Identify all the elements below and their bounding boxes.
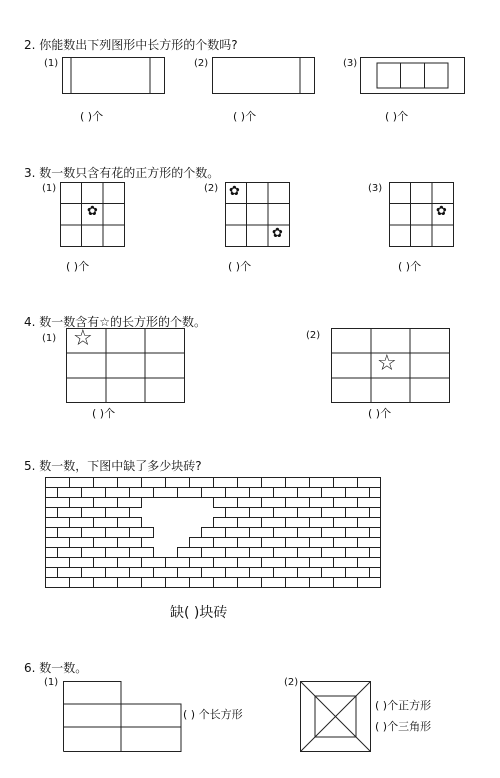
brick [310,518,334,528]
brick [286,538,310,548]
brick [118,578,142,588]
brick [154,488,178,498]
brick [82,548,106,558]
brick [334,538,358,548]
brick [46,578,70,588]
brick [274,548,298,558]
q6-answer-2b[interactable]: ( )个三角形 [375,720,432,733]
brick [262,518,286,528]
brick [106,568,130,578]
brick [214,558,238,568]
q6-figure-1 [63,681,183,753]
q3-label-1: (1) [42,183,57,194]
brick [214,578,238,588]
q2-label-2: (2) [194,58,209,69]
brick [274,568,298,578]
brick [262,538,286,548]
brick [286,578,310,588]
flower-icon: ✿ [272,226,283,241]
brick [82,508,106,518]
brick [358,578,381,588]
brick [358,538,381,548]
brick [178,548,202,558]
brick [274,488,298,498]
q4-label-1: (1) [42,333,57,344]
brick [214,518,238,528]
flower-icon: ✿ [436,204,447,219]
brick [58,488,82,498]
brick [166,578,190,588]
brick [130,488,154,498]
q6-figure-2 [300,681,372,753]
brick [202,528,226,538]
q6-answer-2a[interactable]: ( )个正方形 [375,699,432,712]
q3-label-2: (2) [204,183,219,194]
brick [238,478,262,488]
brick [166,558,190,568]
brick [94,578,118,588]
brick [58,568,82,578]
brick [370,568,381,578]
q2-label-1: (1) [44,58,59,69]
question-2-title: 2. 你能数出下列图形中长方形的个数吗? [24,38,238,52]
brick [106,548,130,558]
brick [82,488,106,498]
brick [334,558,358,568]
brick [358,518,381,528]
question-3-title: 3. 数一数只含有花的正方形的个数。 [24,166,220,180]
brick [298,508,322,518]
brick [346,528,370,538]
brick [46,538,70,548]
brick [46,508,58,518]
brick [322,548,346,558]
brick [250,488,274,498]
brick [106,528,130,538]
brick [142,578,166,588]
brick [298,528,322,538]
brick [262,558,286,568]
brick [298,548,322,558]
q6-answer-1[interactable]: ( ) 个长方形 [183,708,243,721]
brick [118,538,142,548]
brick [190,538,214,548]
brick [346,508,370,518]
q3-answer-2[interactable]: ( )个 [228,260,252,273]
brick [46,478,70,488]
brick [370,548,381,558]
brick [334,578,358,588]
brick [70,498,94,508]
brick [298,568,322,578]
brick [202,568,226,578]
q2-figure-2 [212,57,316,95]
brick [286,518,310,528]
question-4-title: 4. 数一数含有☆的长方形的个数。 [24,315,207,329]
q3-answer-1[interactable]: ( )个 [66,260,90,273]
brick [106,488,130,498]
brick [46,518,70,528]
brick [286,478,310,488]
brick [58,508,82,518]
brick [46,488,58,498]
brick [58,548,82,558]
brick [238,578,262,588]
brick [154,568,178,578]
brick [238,538,262,548]
brick [310,538,334,548]
brick [214,478,238,488]
q2-answer-3[interactable]: ( )个 [385,110,409,123]
brick [334,478,358,488]
brick [250,508,274,518]
brick [310,478,334,488]
brick [226,528,250,538]
star-icon: ☆ [377,351,397,376]
brick [190,478,214,488]
brick [226,548,250,558]
brick [334,518,358,528]
brick [262,478,286,488]
q2-figure-3 [360,57,466,95]
brick [226,508,250,518]
brick [358,478,381,488]
brick [130,568,154,578]
brick [166,478,190,488]
brick [142,558,166,568]
brick [238,558,262,568]
brick [106,508,130,518]
brick [46,568,58,578]
brick [70,558,94,568]
flower-icon: ✿ [87,204,98,219]
brick [130,528,154,538]
q2-answer-2[interactable]: ( )个 [233,110,257,123]
question-6-title: 6. 数一数。 [24,661,88,675]
q4-answer-1[interactable]: ( )个 [92,407,116,420]
brick [274,508,298,518]
brick [202,548,226,558]
brick [358,558,381,568]
brick [94,498,118,508]
brick [94,518,118,528]
brick [370,528,381,538]
brick [310,558,334,568]
q6-label-1: (1) [44,677,59,688]
brick [82,528,106,538]
brick [346,568,370,578]
brick [322,488,346,498]
brick [94,558,118,568]
brick [118,518,142,528]
brick [94,478,118,488]
brick [46,498,70,508]
q2-answer-1[interactable]: ( )个 [80,110,104,123]
brick [82,568,106,578]
brick [118,558,142,568]
brick [46,548,58,558]
brick [262,578,286,588]
brick [310,578,334,588]
brick [178,568,202,578]
flower-icon: ✿ [229,184,240,199]
q3-label-3: (3) [368,183,383,194]
brick [118,498,142,508]
brick [190,558,214,568]
brick [214,538,238,548]
brick [130,548,154,558]
brick [46,528,58,538]
q2-figure-1 [62,57,166,95]
brick [190,578,214,588]
q6-label-2: (2) [284,677,299,688]
brick [70,538,94,548]
brick [58,528,82,538]
brick [238,498,262,508]
brick [370,488,381,498]
brick [262,498,286,508]
brick [250,548,274,558]
brick [118,478,142,488]
brick [310,498,334,508]
brick [334,498,358,508]
q4-label-2: (2) [306,330,321,341]
brick [70,518,94,528]
brick [250,568,274,578]
brick [286,498,310,508]
brick [94,538,118,548]
brick [370,508,381,518]
brick [178,488,202,498]
brick [70,478,94,488]
brick [322,508,346,518]
brick [322,568,346,578]
q4-answer-2[interactable]: ( )个 [368,407,392,420]
q3-answer-3[interactable]: ( )个 [398,260,422,273]
brick [214,498,238,508]
brick [238,518,262,528]
question-5-title: 5. 数一数，下图中缺了多少块砖? [24,459,202,473]
brick [274,528,298,538]
brick [346,488,370,498]
brick [46,558,70,568]
brick [142,478,166,488]
brick [226,488,250,498]
brick [298,488,322,498]
brick-wall [45,477,381,589]
brick [358,498,381,508]
brick [322,528,346,538]
q2-label-3: (3) [343,58,358,69]
q5-answer[interactable]: 缺( )块砖 [170,605,228,621]
brick [70,578,94,588]
brick [250,528,274,538]
star-icon: ☆ [73,326,93,351]
brick [286,558,310,568]
brick [202,488,226,498]
brick [346,548,370,558]
brick [226,568,250,578]
